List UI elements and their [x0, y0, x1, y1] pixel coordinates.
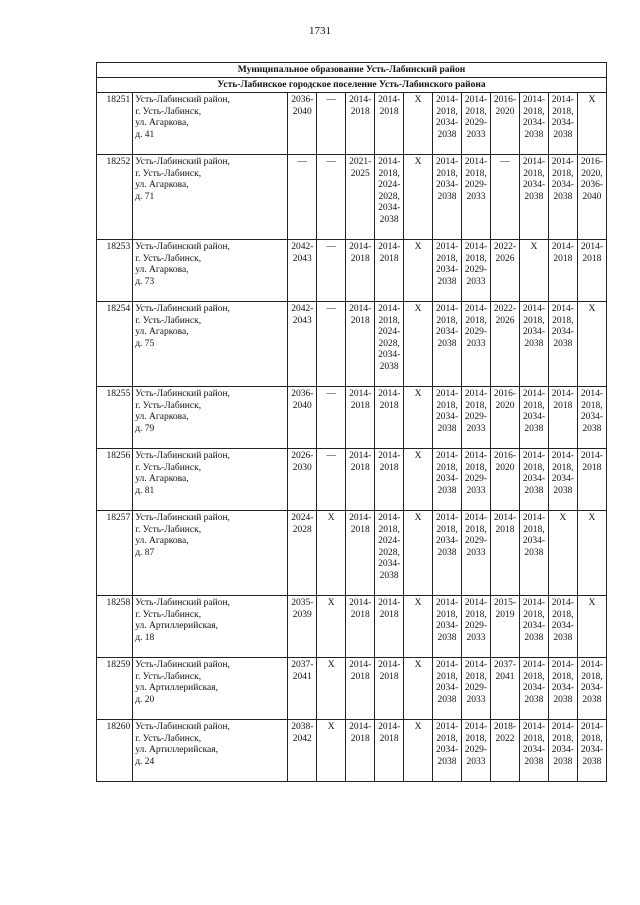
period-cell: 2022- 2026 — [490, 240, 519, 302]
period-cell: 2014- 2018 — [577, 240, 606, 302]
period-cell: 2014- 2018, 2034- 2038 — [433, 302, 462, 387]
address-cell: Усть-Лабинский район, г. Усть-Лабинск, ул. Артиллерийская, д. 24 — [133, 720, 288, 782]
period-cell: 2024- 2028 — [288, 511, 317, 596]
period-cell: 2014- 2018 — [346, 596, 375, 658]
period-cell: 2035- 2039 — [288, 596, 317, 658]
row-number: 18257 — [97, 511, 133, 596]
period-cell: 2014- 2018, 2034- 2038 — [548, 596, 577, 658]
period-cell: — — [317, 93, 346, 155]
period-cell: 2014- 2018, 2034- 2038 — [519, 720, 548, 782]
address-cell: Усть-Лабинский район, г. Усть-Лабинск, ул. Агаркова, д. 79 — [133, 387, 288, 449]
period-cell: X — [404, 449, 433, 511]
period-cell: 2014- 2018 — [375, 658, 404, 720]
row-number: 18252 — [97, 155, 133, 240]
address-cell: Усть-Лабинский район, г. Усть-Лабинск, ул. Агаркова, д. 73 — [133, 240, 288, 302]
period-cell: 2014- 2018, 2034- 2038 — [433, 658, 462, 720]
page-number: 1731 — [309, 25, 331, 37]
period-cell: X — [577, 93, 606, 155]
period-cell: — — [317, 302, 346, 387]
table-row — [97, 658, 607, 720]
period-cell: X — [577, 596, 606, 658]
address-cell: Усть-Лабинский район, г. Усть-Лабинск, ул. Агаркова, д. 75 — [133, 302, 288, 387]
period-cell: — — [317, 449, 346, 511]
row-number: 18256 — [97, 449, 133, 511]
period-cell: 2014- 2018, 2034- 2038 — [548, 155, 577, 240]
period-cell: 2016- 2020 — [490, 387, 519, 449]
period-cell: 2014- 2018, 2024- 2028, 2034- 2038 — [375, 155, 404, 240]
period-cell: 2014- 2018, 2024- 2028, 2034- 2038 — [375, 302, 404, 387]
period-cell: 2014- 2018, 2034- 2038 — [519, 658, 548, 720]
period-cell: X — [404, 720, 433, 782]
period-cell: — — [317, 240, 346, 302]
period-cell: 2036- 2040 — [288, 387, 317, 449]
period-cell: 2014- 2018, 2029- 2033 — [462, 596, 491, 658]
period-cell: 2014- 2018 — [375, 387, 404, 449]
period-cell: X — [404, 596, 433, 658]
table-row — [97, 511, 607, 596]
period-cell: 2014- 2018, 2034- 2038 — [548, 720, 577, 782]
period-cell: 2014- 2018, 2034- 2038 — [577, 387, 606, 449]
period-cell: 2016- 2020 — [490, 449, 519, 511]
period-cell: 2014- 2018, 2034- 2038 — [519, 449, 548, 511]
period-cell: 2014- 2018, 2034- 2038 — [433, 720, 462, 782]
period-cell: 2014- 2018, 2024- 2028, 2034- 2038 — [375, 511, 404, 596]
period-cell: 2014- 2018 — [490, 511, 519, 596]
period-cell: 2014- 2018, 2034- 2038 — [548, 658, 577, 720]
row-number: 18253 — [97, 240, 133, 302]
period-cell: 2014- 2018, 2029- 2033 — [462, 658, 491, 720]
period-cell: 2014- 2018 — [375, 596, 404, 658]
period-cell: 2037- 2041 — [288, 658, 317, 720]
address-cell: Усть-Лабинский район, г. Усть-Лабинск, ул. Артиллерийская, д. 18 — [133, 596, 288, 658]
period-cell: 2014- 2018, 2034- 2038 — [433, 240, 462, 302]
period-cell: X — [317, 658, 346, 720]
period-cell: 2014- 2018, 2034- 2038 — [519, 596, 548, 658]
period-cell: 2014- 2018, 2029- 2033 — [462, 449, 491, 511]
period-cell: X — [577, 511, 606, 596]
address-cell: Усть-Лабинский район, г. Усть-Лабинск, ул. Агаркова, д. 71 — [133, 155, 288, 240]
period-cell: 2014- 2018 — [346, 720, 375, 782]
period-cell: 2037- 2041 — [490, 658, 519, 720]
row-number: 18259 — [97, 658, 133, 720]
row-number: 18255 — [97, 387, 133, 449]
period-cell: 2014- 2018 — [346, 658, 375, 720]
table-row — [97, 93, 607, 155]
period-cell: 2014- 2018, 2034- 2038 — [519, 93, 548, 155]
table-row — [97, 449, 607, 511]
register-table — [96, 62, 607, 782]
period-cell: 2014- 2018 — [548, 240, 577, 302]
row-number: 18258 — [97, 596, 133, 658]
period-cell: 2018- 2022 — [490, 720, 519, 782]
period-cell: 2014- 2018, 2034- 2038 — [433, 596, 462, 658]
period-cell: 2016- 2020 — [490, 93, 519, 155]
period-cell: X — [317, 511, 346, 596]
table-row — [97, 155, 607, 240]
row-number: 18251 — [97, 93, 133, 155]
row-number: 18254 — [97, 302, 133, 387]
period-cell: X — [404, 240, 433, 302]
period-cell: 2014- 2018, 2034- 2038 — [519, 387, 548, 449]
period-cell: 2014- 2018 — [346, 240, 375, 302]
period-cell: 2014- 2018 — [375, 449, 404, 511]
period-cell: 2014- 2018, 2034- 2038 — [433, 93, 462, 155]
period-cell: X — [404, 302, 433, 387]
period-cell: X — [404, 387, 433, 449]
table-row — [97, 240, 607, 302]
period-cell: X — [404, 658, 433, 720]
period-cell: X — [404, 511, 433, 596]
municipality-header: Муниципальное образование Усть-Лабинский район — [97, 63, 607, 78]
period-cell: 2014- 2018, 2029- 2033 — [462, 93, 491, 155]
address-cell: Усть-Лабинский район, г. Усть-Лабинск, ул. Агаркова, д. 81 — [133, 449, 288, 511]
period-cell: X — [317, 720, 346, 782]
table-row — [97, 302, 607, 387]
period-cell: X — [577, 302, 606, 387]
table-row — [97, 387, 607, 449]
period-cell: — — [317, 387, 346, 449]
period-cell: 2014- 2018, 2034- 2038 — [548, 93, 577, 155]
period-cell: 2014- 2018 — [375, 93, 404, 155]
period-cell: 2014- 2018, 2029- 2033 — [462, 155, 491, 240]
period-cell: 2014- 2018 — [577, 449, 606, 511]
period-cell: 2021- 2025 — [346, 155, 375, 240]
period-cell: 2014- 2018, 2034- 2038 — [433, 449, 462, 511]
period-cell: X — [548, 511, 577, 596]
period-cell: 2016- 2020, 2036- 2040 — [577, 155, 606, 240]
period-cell: 2042- 2043 — [288, 240, 317, 302]
period-cell: 2014- 2018 — [346, 449, 375, 511]
period-cell: 2014- 2018, 2034- 2038 — [519, 302, 548, 387]
period-cell: 2036- 2040 — [288, 93, 317, 155]
period-cell: 2014- 2018 — [375, 720, 404, 782]
period-cell: 2014- 2018, 2029- 2033 — [462, 511, 491, 596]
period-cell: 2014- 2018, 2034- 2038 — [519, 155, 548, 240]
period-cell: 2042- 2043 — [288, 302, 317, 387]
period-cell: 2014- 2018 — [346, 93, 375, 155]
table-row — [97, 596, 607, 658]
period-cell: — — [490, 155, 519, 240]
period-cell: 2014- 2018, 2029- 2033 — [462, 720, 491, 782]
period-cell: — — [288, 155, 317, 240]
address-cell: Усть-Лабинский район, г. Усть-Лабинск, ул. Артиллерийская, д. 20 — [133, 658, 288, 720]
period-cell: — — [317, 155, 346, 240]
period-cell: 2026- 2030 — [288, 449, 317, 511]
period-cell: 2038- 2042 — [288, 720, 317, 782]
period-cell: 2014- 2018, 2029- 2033 — [462, 302, 491, 387]
period-cell: 2014- 2018, 2034- 2038 — [548, 449, 577, 511]
period-cell: 2014- 2018, 2034- 2038 — [548, 302, 577, 387]
settlement-header: Усть-Лабинское городское поселение Усть-Лабинского района — [97, 78, 607, 93]
period-cell: 2014- 2018, 2029- 2033 — [462, 240, 491, 302]
period-cell: 2014- 2018 — [346, 511, 375, 596]
period-cell: 2014- 2018, 2034- 2038 — [577, 720, 606, 782]
period-cell: 2022- 2026 — [490, 302, 519, 387]
period-cell: 2014- 2018, 2034- 2038 — [433, 387, 462, 449]
period-cell: 2014- 2018 — [346, 302, 375, 387]
period-cell: 2014- 2018, 2034- 2038 — [519, 511, 548, 596]
period-cell: X — [317, 596, 346, 658]
period-cell: 2014- 2018, 2034- 2038 — [577, 658, 606, 720]
table-row — [97, 720, 607, 782]
row-number: 18260 — [97, 720, 133, 782]
period-cell: X — [519, 240, 548, 302]
period-cell: X — [404, 93, 433, 155]
period-cell: 2014- 2018, 2034- 2038 — [433, 511, 462, 596]
period-cell: 2014- 2018 — [375, 240, 404, 302]
period-cell: 2015- 2019 — [490, 596, 519, 658]
period-cell: 2014- 2018, 2034- 2038 — [433, 155, 462, 240]
address-cell: Усть-Лабинский район, г. Усть-Лабинск, ул. Агаркова, д. 87 — [133, 511, 288, 596]
period-cell: X — [404, 155, 433, 240]
period-cell: 2014- 2018, 2029- 2033 — [462, 387, 491, 449]
period-cell: 2014- 2018 — [346, 387, 375, 449]
period-cell: 2014- 2018 — [548, 387, 577, 449]
address-cell: Усть-Лабинский район, г. Усть-Лабинск, ул. Агаркова, д. 41 — [133, 93, 288, 155]
